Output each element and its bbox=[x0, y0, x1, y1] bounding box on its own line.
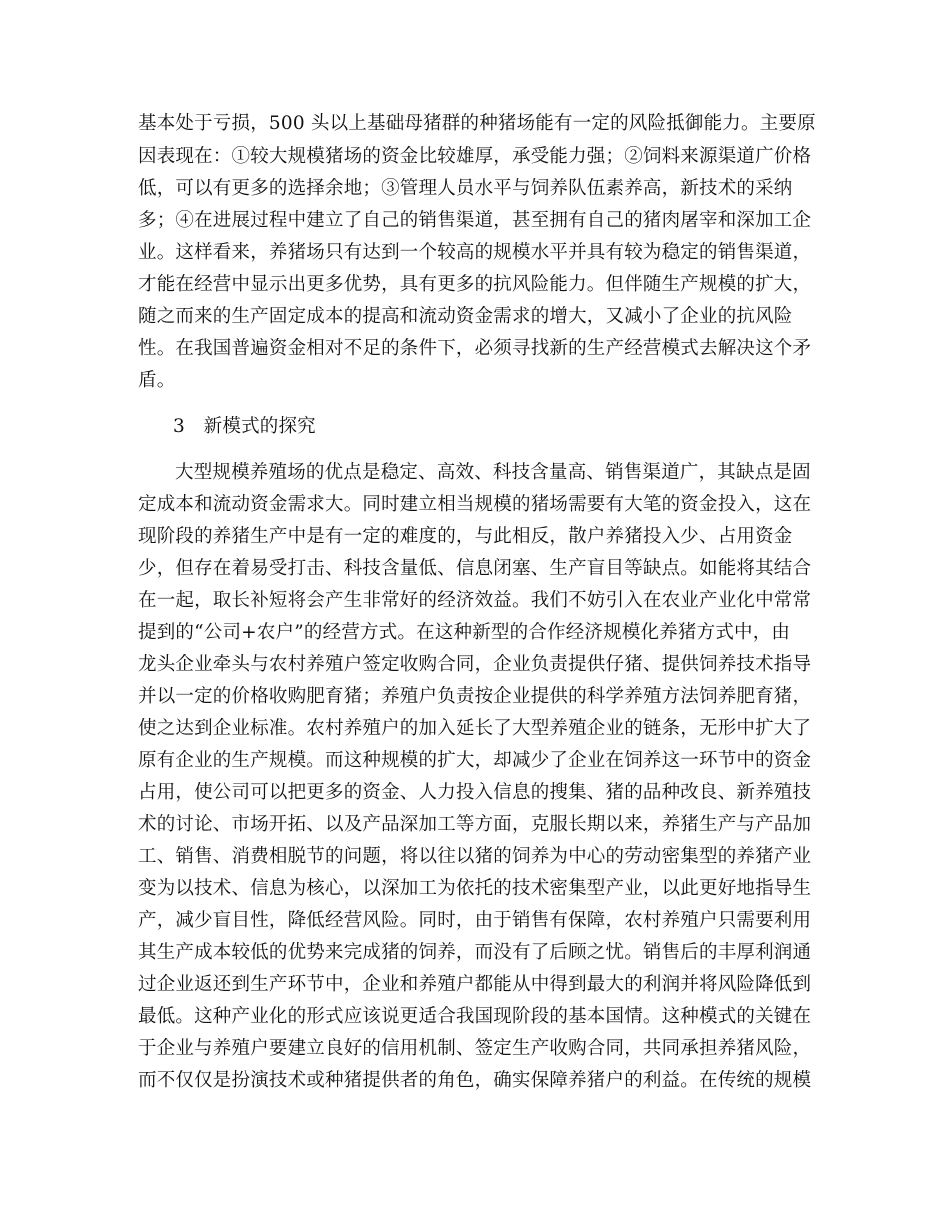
section-heading: 3 新模式的探究 bbox=[173, 416, 316, 437]
paragraph-1-line: 业。这样看来，养猪场只有达到一个较高的规模水平并具有较为稳定的销售渠道， bbox=[138, 242, 812, 263]
paragraph-1-line: 性。在我国普遍资金相对不足的条件下，必须寻找新的生产经营模式去解决这个矛 bbox=[138, 338, 812, 359]
paragraph-1-line: 随之而来的生产固定成本的提高和流动资金需求的增大，又减小了企业的抗风险 bbox=[138, 306, 793, 327]
paragraph-2-line: 占用，使公司可以把更多的资金、人力投入信息的搜集、猪的品种改良、新养殖技 bbox=[138, 782, 812, 803]
paragraph-2-line: 工、销售、消费相脱节的问题，将以往以猪的饲养为中心的劳动密集型的养猪产业 bbox=[138, 846, 812, 867]
paragraph-2-line: 于企业与养殖户要建立良好的信用机制、签定生产收购合同，共同承担养猪风险， bbox=[138, 1038, 812, 1059]
paragraph-2-line: 其生产成本较低的优势来完成猪的饲养，而没有了后顾之忧。销售后的丰厚利润通 bbox=[138, 942, 812, 963]
paragraph-2-line: 在一起，取长补短将会产生非常好的经济效益。我们不妨引入在农业产业化中常常 bbox=[138, 590, 812, 611]
paragraph-2-line: 产，减少盲目性，降低经营风险。同时，由于销售有保障，农村养殖户只需要利用 bbox=[138, 910, 812, 931]
paragraph-1-line: 因表现在：①较大规模猪场的资金比较雄厚，承受能力强；②饲料来源渠道广价格 bbox=[138, 146, 812, 167]
paragraph-2-line: 变为以技术、信息为核心，以深加工为依托的技术密集型产业，以此更好地指导生 bbox=[138, 878, 812, 899]
paragraph-2-line: 最低。这种产业化的形式应该说更适合我国现阶段的基本国情。这种模式的关键在 bbox=[138, 1006, 812, 1027]
paragraph-2-line: 原有企业的生产规模。而这种规模的扩大，却减少了企业在饲养这一环节中的资金 bbox=[138, 750, 812, 771]
paragraph-1-line: 才能在经营中显示出更多优势，具有更多的抗风险能力。但伴随生产规模的扩大， bbox=[138, 274, 812, 295]
paragraph-2-line: 使之达到企业标准。农村养殖户的加入延长了大型养殖企业的链条，无形中扩大了 bbox=[138, 718, 812, 739]
paragraph-1-line: 低，可以有更多的选择余地；③管理人员水平与饲养队伍素养高，新技术的采纳 bbox=[138, 178, 793, 199]
paragraph-2-line: 现阶段的养猪生产中是有一定的难度的，与此相反，散户养猪投入少、占用资金 bbox=[138, 526, 793, 547]
paragraph-2-line: 龙头企业牵头与农村养殖户签定收购合同，企业负责提供仔猪、提供饲养技术指导 bbox=[138, 654, 812, 675]
paragraph-2-line: 大型规模养殖场的优点是稳定、高效、科技含量高、销售渠道广，其缺点是固 bbox=[175, 462, 811, 483]
paragraph-2-line: 过企业返还到生产环节中，企业和养殖户都能从中得到最大的利润并将风险降低到 bbox=[138, 974, 812, 995]
paragraph-1-line: 盾。 bbox=[138, 370, 176, 391]
paragraph-2-line: 少，但存在着易受打击、科技含量低、信息闭塞、生产盲目等缺点。如能将其结合 bbox=[138, 558, 812, 579]
paragraph-2-line: 并以一定的价格收购肥育猪；养殖户负责按企业提供的科学养殖方法饲养肥育猪， bbox=[138, 686, 812, 707]
paragraph-2-line: 术的讨论、市场开拓、以及产品深加工等方面，克服长期以来，养猪生产与产品加 bbox=[138, 814, 812, 835]
paragraph-2-line: 提到的“公司+农户”的经营方式。在这种新型的合作经济规模化养猪方式中，由 bbox=[138, 622, 791, 643]
paragraph-1-line: 基本处于亏损，500 头以上基础母猪群的种猪场能有一定的风险抵御能力。主要原 bbox=[138, 113, 816, 134]
paragraph-1-line: 多；④在进展过程中建立了自己的销售渠道，甚至拥有自己的猪肉屠宰和深加工企 bbox=[138, 210, 812, 231]
paragraph-2-line: 而不仅仅是扮演技术或种猪提供者的角色，确实保障养猪户的利益。在传统的规模 bbox=[138, 1070, 812, 1091]
paragraph-2-line: 定成本和流动资金需求大。同时建立相当规模的猪场需要有大笔的资金投入，这在 bbox=[138, 494, 812, 515]
